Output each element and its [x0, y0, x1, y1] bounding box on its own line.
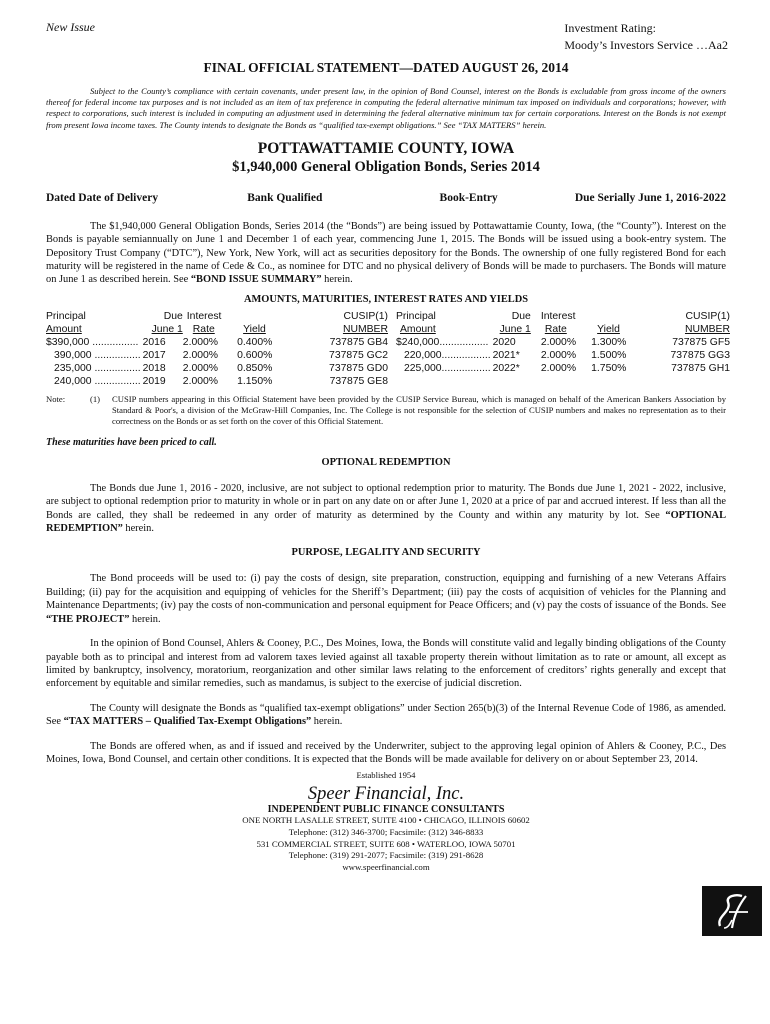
issuer-name: POTTAWATTAMIE COUNTY, IOWA: [257, 139, 515, 157]
bond-title: $1,940,000 General Obligation Bonds, Series 2014: [232, 158, 540, 175]
bond-meta-row: [46, 192, 726, 204]
maturities-heading: AMOUNTS, MATURITIES, INTEREST RATES AND YIELDS: [244, 293, 528, 305]
waterloo-address: 531 COMMERCIAL STREET, SUITE 608 • WATERLOO, IOWA 50701: [256, 838, 516, 849]
col-interest-r: Interest: [540, 310, 576, 322]
statement-title: FINAL OFFICIAL STATEMENT—DATED AUGUST 26, 2014: [203, 60, 569, 75]
speer-sf-monogram-icon: [702, 886, 762, 936]
purpose-paragraph-1: [46, 572, 726, 626]
due-cell: 2016: [142, 336, 166, 348]
cusip-cell: 737875 GE8: [329, 375, 388, 387]
redemption-tail: herein.: [122, 523, 154, 535]
hdr-amount: Amount: [46, 323, 82, 335]
issue-type: New Issue: [46, 20, 95, 34]
firm-name: Speer Financial, Inc.: [307, 784, 465, 805]
hdr-number-r: NUMBER: [684, 323, 730, 335]
table-row: [46, 375, 730, 388]
amount-cell: $390,000 ................: [46, 336, 139, 348]
due-serially: Due Serially June 1, 2016-2022: [574, 191, 726, 204]
due-cell: 2017: [142, 349, 166, 361]
chicago-phone: Telephone: (312) 346-3700; Facsimile: (312) 346-8833: [288, 826, 484, 837]
cusip-cell: 737875 GC2: [329, 349, 388, 361]
hdr-rate: Rate: [192, 323, 215, 335]
col-cusip-r: CUSIP(1): [685, 310, 730, 322]
note-label: Note:: [46, 393, 66, 404]
website: www.speerfinancial.com: [342, 861, 430, 872]
amount-cell: 240,000 ................: [54, 375, 141, 387]
hdr-amount-r: Amount: [399, 323, 436, 335]
cusip-cell: 737875 GH1: [671, 362, 730, 374]
amount-cell: $240,000.................: [395, 336, 489, 348]
optional-redemption-paragraph: [46, 482, 726, 536]
hdr-june: June 1: [151, 323, 183, 335]
col-principal-r: Principal: [395, 310, 436, 322]
purpose-text-3: The County will designate the Bonds as “qualified tax-exempt obligations” under Section 265(b)(3) of the Internal Revenue Code of 1986, as amended. See: [46, 702, 726, 728]
intro-paragraph: [46, 220, 726, 287]
amount-cell: 225,000.................: [403, 362, 491, 374]
purpose-heading: PURPOSE, LEGALITY AND SECURITY: [291, 547, 481, 559]
optional-redemption-heading: OPTIONAL REDEMPTION: [321, 456, 451, 468]
table-header-top: [46, 310, 730, 323]
bank-qualified: Bank Qualified: [247, 191, 323, 204]
cusip-cell: 737875 GF5: [672, 336, 730, 348]
maturities-table: [46, 310, 730, 388]
due-cell: 2018: [142, 362, 166, 374]
col-due-r: Due: [511, 310, 531, 322]
rate-cell: 2.000%: [540, 336, 577, 348]
rating-label: Investment Rating:: [564, 21, 657, 35]
tax-disclaimer: Subject to the County’s compliance with certain covenants, under present law, in the opinion of Bond Counsel, interest on the Bonds is excludable from gross income of the owners thereof for federal income tax purposes and is not included as an item of tax preference in computing the federal alternative minimum tax imposed on individuals and corporations; however, with respect to corporations, such interest is included in computing an adjustment used in determining the federal alternative minimum tax for certain corporations. Interest on the Bonds is not exempt from present Iowa income taxes. The County intends to designate the Bonds as “qualified tax-exempt obligations.” See “TAX MATTERS” herein.: [46, 86, 726, 130]
priced-to-call-note: These maturities have been priced to call.: [46, 436, 217, 448]
yield-cell: 1.300%: [591, 336, 627, 348]
note-number: (1): [90, 393, 101, 404]
book-entry: Book-Entry: [439, 191, 498, 204]
rate-cell: 2.000%: [540, 349, 577, 361]
col-cusip: [291, 310, 388, 323]
dated-date: Dated Date of Delivery: [46, 191, 159, 204]
purpose-paragraph-2: In the opinion of Bond Counsel, Ahlers & Cooney, P.C., Des Moines, Iowa, the Bonds will constitute valid and legally binding obligations of the County payable both as to principal and interest from ad valorem taxes levied against all taxable property therein without limitation as to rate or amount, all except as limited by bankruptcy, insolvency, moratorium, reorganization and other similar laws relating to the enforcement of creditors’ rights generally and except that enforcement by equitable and similar remedies, such as mandamus, is subject to the exercise of judicial discretion.: [46, 638, 726, 690]
purpose-tail-1: herein.: [129, 613, 161, 625]
cusip-cell: 737875 GD0: [329, 362, 388, 374]
purpose-tail-3: herein.: [311, 716, 343, 728]
cusip-cell: 737875 GB4: [329, 336, 388, 348]
purpose-ref-1: “THE PROJECT”: [46, 613, 130, 625]
rate-cell: 2.000%: [182, 336, 219, 348]
rate-cell: 2.000%: [540, 362, 577, 374]
yield-cell: 0.400%: [237, 336, 273, 348]
purpose-paragraph-4: The Bonds are offered when, as and if issued and received by the Underwriter, subject to the approving legal opinion of Ahlers & Cooney, P.C., Des Moines, Iowa, Bond Counsel, and certain other conditions. It is expected that the Bonds will be made available for delivery on or about September 23, 2014.: [46, 740, 726, 765]
purpose-text-1: The Bond proceeds will be used to: (i) pay the costs of design, site preparation, construction, equipping and furnishing of a new Veterans Affairs Building; (ii) pay for the acquisition and equipping of vehicles for the Sheriff’s Department; (iii) pay the costs of acquisition of vehicles for the Planning and Maintenance Departments; (iv) pay the costs of non-communication and personal equipment for Peace Officers; and (v) pay the costs of issuance of the Bonds. See: [46, 573, 726, 612]
table-row: [46, 336, 730, 349]
amount-cell: 235,000 ................: [54, 362, 141, 374]
amount-cell: 390,000 ................: [54, 349, 141, 361]
header-row: [46, 20, 726, 54]
official-statement-page: [46, 20, 730, 873]
rating-value: Moody’s Investors Service …Aa2: [564, 38, 728, 52]
due-cell: 2022*: [492, 362, 520, 374]
waterloo-phone: Telephone: (319) 291-2077; Facsimile: (319) 291-8628: [288, 850, 484, 861]
purpose-paragraph-3: [46, 702, 726, 729]
yield-cell: 0.600%: [237, 349, 273, 361]
yield-cell: 1.750%: [591, 362, 627, 374]
cusip-note: [46, 394, 726, 427]
note-text: CUSIP numbers appearing in this Official Statement have been provided by the CUSIP Service Bureau, which is managed on behalf of the American Bankers Association by Standard & Poor's, a division of the McGraw-Hill Companies, Inc. The College is not responsible for the selection of CUSIP numbers and makes no representation as to their correctness on the Bonds or as set forth on the cover of this Official Statement.: [112, 393, 726, 426]
rate-cell: 2.000%: [182, 362, 219, 374]
table-row: [46, 362, 730, 375]
due-cell: 2020: [492, 336, 516, 348]
purpose-ref-3: “TAX MATTERS – Qualified Tax-Exempt Obligations”: [63, 716, 312, 728]
hdr-yield-r: Yield: [597, 323, 620, 335]
hdr-number: NUMBER: [342, 323, 388, 335]
table-header-bottom: [46, 323, 730, 336]
col-principal: Principal: [46, 310, 86, 322]
yield-cell: 0.850%: [237, 362, 273, 374]
intro-ref: “BOND ISSUE SUMMARY”: [190, 274, 322, 286]
redemption-ref: “OPTIONAL REDEMPTION”: [46, 509, 726, 535]
table-row: [46, 349, 730, 362]
yield-cell: 1.150%: [237, 375, 273, 387]
due-cell: 2021*: [492, 349, 520, 361]
hdr-june-r: June 1: [499, 323, 531, 335]
rate-cell: 2.000%: [182, 375, 219, 387]
amount-cell: 220,000.................: [403, 349, 491, 361]
yield-cell: 1.500%: [591, 349, 627, 361]
redemption-text: The Bonds due June 1, 2016 - 2020, inclusive, are not subject to optional redemption prior to maturity. The Bonds due June 1, 2021 - 2022, inclusive, are subject to optional redemption prior to maturity in whole or in part on any date on or after June 1, 2020 at a price of par and accrued interest. If less than all the Bonds are called, they shall be redeemed in any order of maturity as determined by the County and within any maturity by lot. See: [46, 482, 726, 521]
cusip-label: CUSIP(1): [343, 310, 388, 322]
col-due: Due: [163, 310, 183, 322]
intro-text: The $1,940,000 General Obligation Bonds, Series 2014 (the “Bonds”) are being issued by Pottawattamie County, Iowa, (the “County”). Interest on the Bonds is payable semiannually on June 1 and December 1 of each year, commencing June 1, 2015. The Bonds will be issued using a book-entry system. The Depository Trust Company (“DTC”), New York, New York, will act as securities depository for the Bonds. The ownership of one fully registered Bond for each maturity will be registered in the name of Cede & Co., as nominee for DTC and no physical delivery of Bonds will be made to purchasers. The Bonds will mature on June 1 as described herein. See: [46, 220, 726, 286]
hdr-yield: Yield: [243, 323, 266, 335]
rating-block: [564, 20, 728, 54]
established-line: Established 1954: [356, 770, 416, 781]
rate-cell: 2.000%: [182, 349, 219, 361]
hdr-rate-r: Rate: [544, 323, 567, 335]
due-cell: 2019: [142, 375, 166, 387]
consultants-line: INDEPENDENT PUBLIC FINANCE CONSULTANTS: [267, 804, 505, 816]
intro-tail: herein.: [321, 274, 353, 286]
cusip-cell: 737875 GG3: [670, 349, 730, 361]
chicago-address: ONE NORTH LASALLE STREET, SUITE 4100 • CHICAGO, ILLINOIS 60602: [242, 815, 530, 826]
col-interest: Interest: [186, 310, 222, 322]
